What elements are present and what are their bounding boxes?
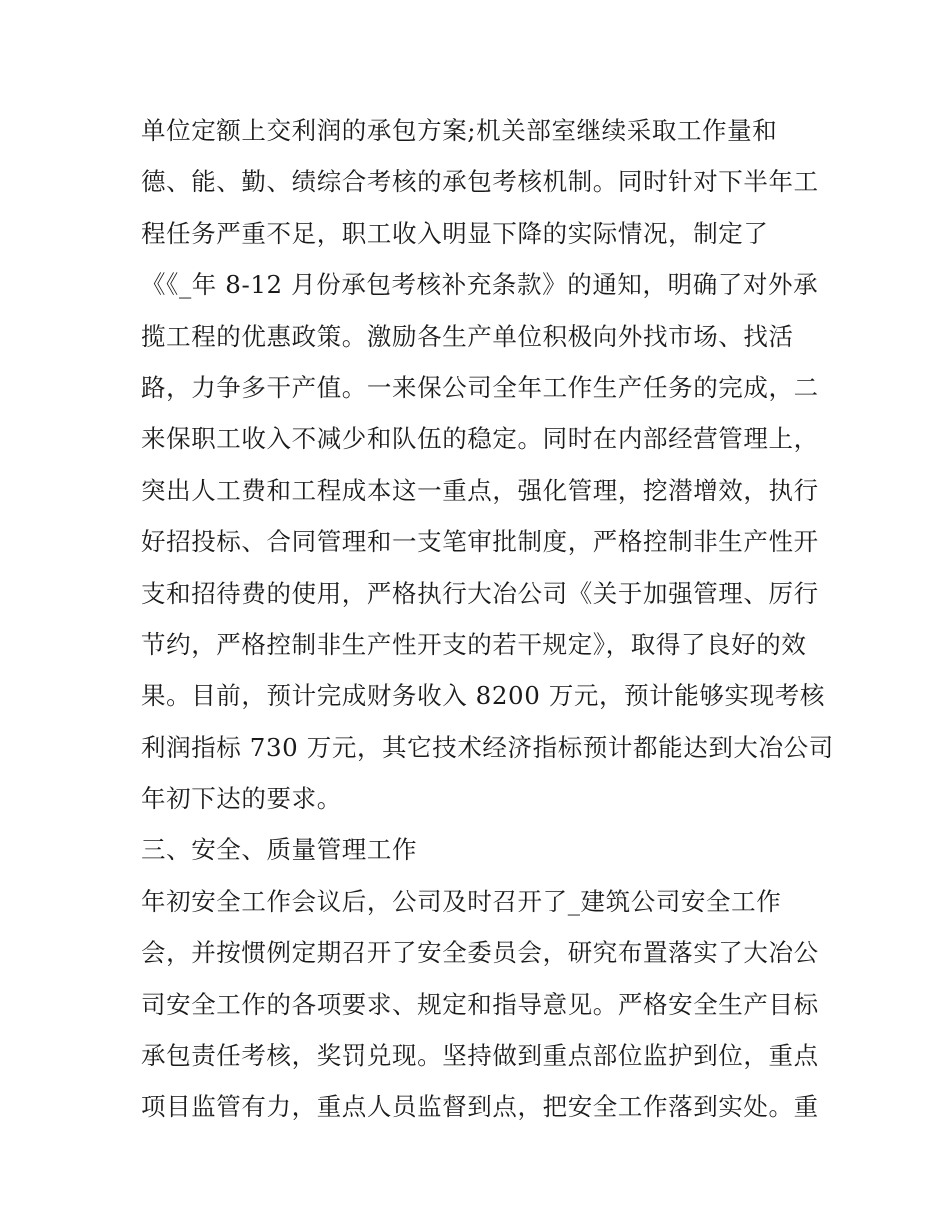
body-text <box>141 110 834 1138</box>
text-line: 利润指标 730 万元，其它技术经济指标预计都能达到大冶公司 <box>141 732 834 762</box>
text-line: 年初安全工作会议后，公司及时召开了_建筑公司安全工作 <box>141 886 782 916</box>
text-line: 单位定额上交利润的承包方案;机关部室继续采取工作量和 <box>141 116 778 145</box>
text-line: 年初下达的要求。 <box>141 784 342 814</box>
section-heading: 三、安全、质量管理工作 <box>141 835 418 865</box>
text-line: 突出人工费和工程成本这一重点，强化管理，挖潜增效，执行 <box>141 475 819 505</box>
text-line: 好招投标、合同管理和一支笔审批制度，严格控制非生产性开 <box>141 527 819 557</box>
text-line: 节约，严格控制非生产性开支的若干规定》，取得了良好的效 <box>141 629 807 659</box>
text-line: 揽工程的优惠政策。激励各生产单位积极向外找市场、找活 <box>141 321 794 351</box>
text-line: 会，并按惯例定期召开了安全委员会，研究布置落实了大冶公 <box>141 938 819 968</box>
text-line: 承包责任考核，奖罚兑现。坚持做到重点部位监护到位，重点 <box>141 1041 819 1071</box>
text-line: 项目监管有力，重点人员监督到点，把安全工作落到实处。重 <box>141 1092 819 1122</box>
text-line: 程任务严重不足，职工收入明显下降的实际情况，制定了 <box>141 218 769 248</box>
text-line: 果。目前，预计完成财务收入 8200 万元，预计能够实现考核 <box>141 681 825 711</box>
text-line: 司安全工作的各项要求、规定和指导意见。严格安全生产目标 <box>141 989 819 1019</box>
text-line: 德、能、勤、绩综合考核的承包考核机制。同时针对下半年工 <box>141 167 819 197</box>
text-line: 来保职工收入不减少和队伍的稳定。同时在内部经营管理上， <box>141 424 819 454</box>
text-line: 《《_年 8-12 月份承包考核补充条款》的通知，明确了对外承 <box>141 270 819 300</box>
text-line: 支和招待费的使用，严格执行大冶公司《关于加强管理、厉行 <box>141 578 819 608</box>
text-line: 路，力争多干产值。一来保公司全年工作生产任务的完成，二 <box>141 372 819 402</box>
